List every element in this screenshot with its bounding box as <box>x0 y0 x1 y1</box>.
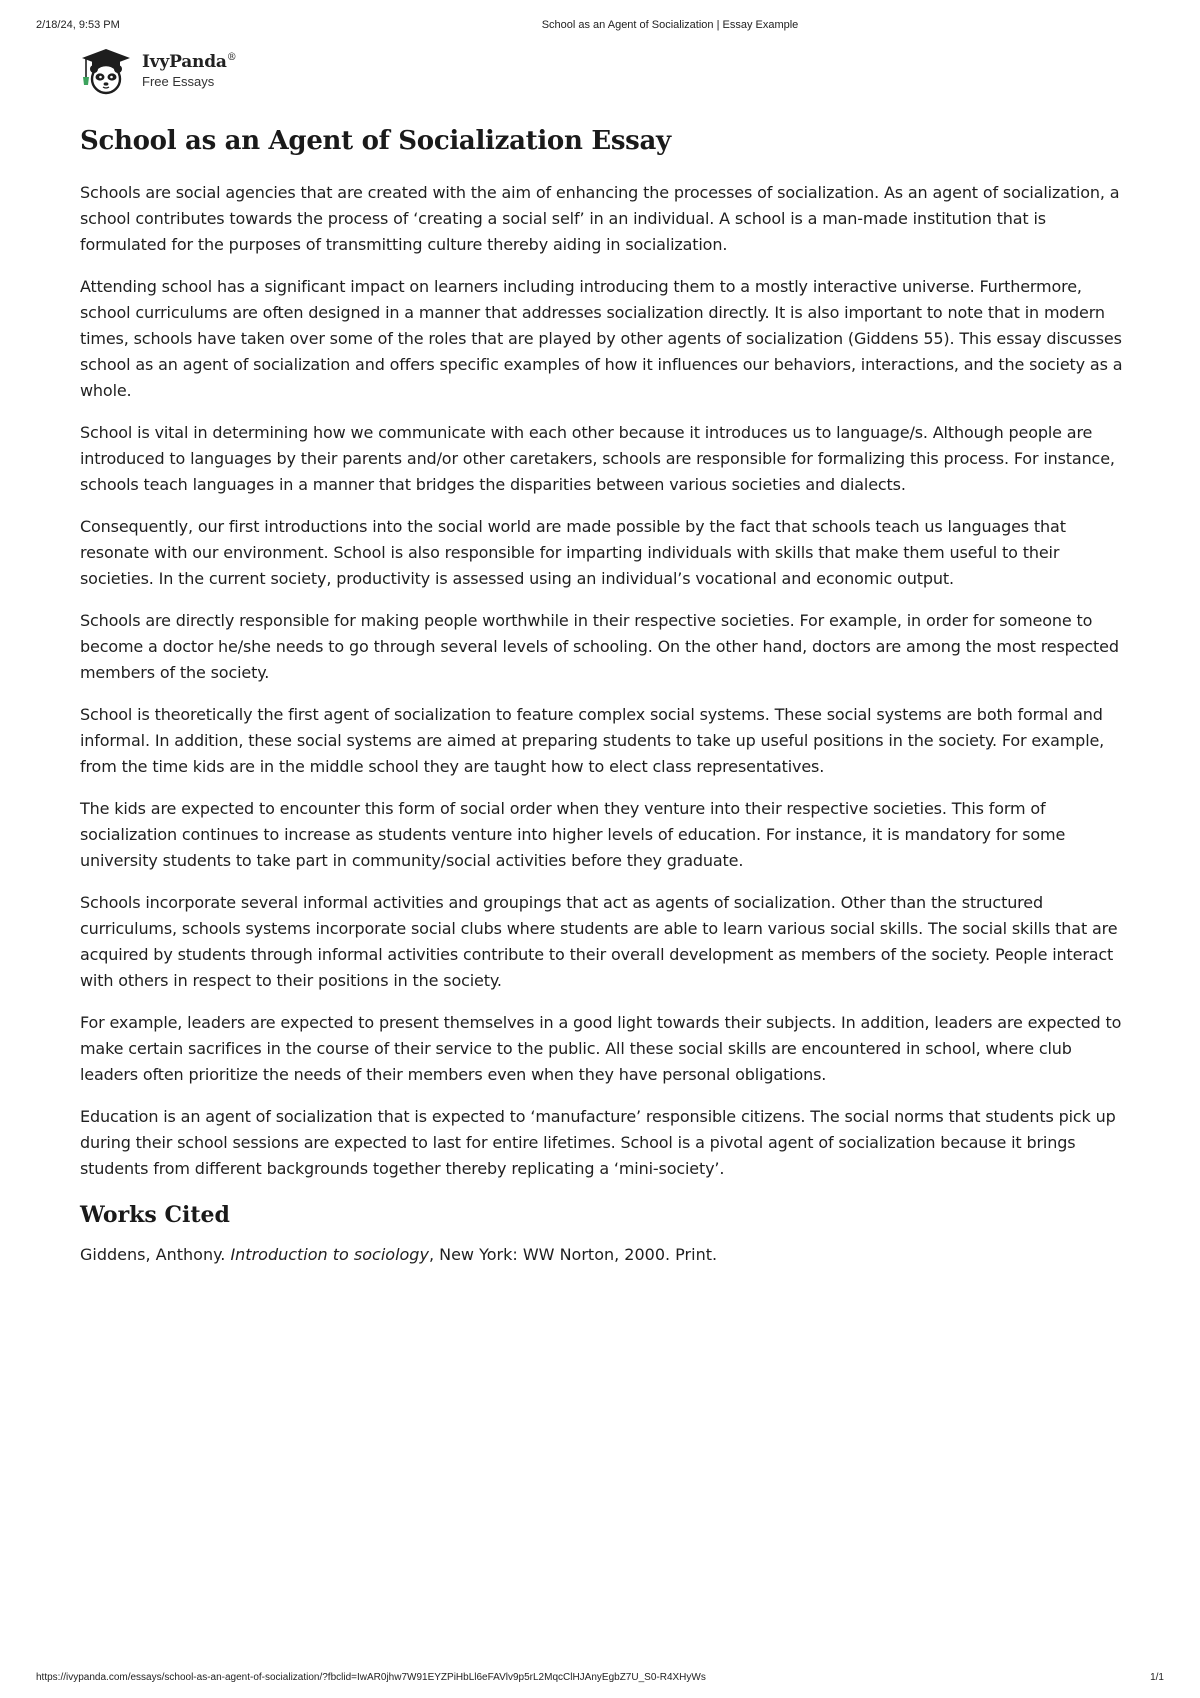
essay-paragraph: Consequently, our first introductions into the social world are made possible by the fact that schools teach us languages that resonate with our environment. School is also responsible for imparting individuals with skills that make them useful to their societies. In the current society, productivity is assessed using an individual’s vocational and economic output. <box>80 517 1066 588</box>
brand-name <box>142 54 237 71</box>
citation-author: Giddens, Anthony. <box>80 1245 231 1264</box>
essay-paragraph: For example, leaders are expected to present themselves in a good light towards their subjects. In addition, leaders are expected to make certain sacrifices in the course of their service to the public. All these social skills are encountered in school, where club leaders often prioritize the needs of their members even when they have personal obligations. <box>80 1013 1122 1084</box>
print-url: https://ivypanda.com/essays/school-as-an-agent-of-socialization/?fbclid=IwAR0jhw7W91EYZPiHbLl6eFAVlv9p5rL2MqcClHJAnyEgbZ7U_S0-R4XHyWs <box>36 1672 706 1683</box>
print-page-title-wrap <box>0 19 1200 31</box>
citation-publication: , New York: WW Norton, 2000. Print. <box>428 1245 718 1264</box>
print-page-title: School as an Agent of Socialization | Essay Example <box>541 19 799 31</box>
brand-logo-link[interactable] <box>80 46 237 96</box>
essay-title: School as an Agent of Socialization Essay <box>80 126 671 156</box>
essay-paragraph: Schools incorporate several informal activities and groupings that act as agents of socialization. Other than the structured curriculums, schools systems incorporate social clubs where students are able to learn various social skills. The social skills that are acquired by students through informal activities contribute to their overall development as members of the society. People interact with others in respect to their positions in the society. <box>80 893 1118 990</box>
works-cited-heading: Works Cited <box>80 1202 230 1228</box>
essay-paragraph: Schools are social agencies that are created with the aim of enhancing the processes of socialization. As an agent of socialization, a school contributes towards the process of ‘creating a social self’ in an individual. A school is a man-made institution that is formulated for the purposes of transmitting culture thereby aiding in socialization. <box>80 183 1120 254</box>
essay-content <box>80 126 1128 1268</box>
print-datetime: 2/18/24, 9:53 PM <box>36 19 120 31</box>
citation-title: Introduction to sociology <box>230 1245 429 1264</box>
print-page-number: 1/1 <box>1150 1672 1164 1683</box>
brand-name-text: IvyPanda <box>142 52 227 72</box>
essay-paragraph: Attending school has a significant impact on learners including introducing them to a mostly interactive universe. Furthermore, school curriculums are often designed in a manner that addresses socialization directly. It is also important to note that in modern times, schools have taken over some of the roles that are played by other agents of socialization (Giddens 55). This essay discusses school as an agent of socialization and offers specific examples of how it influences our behaviors, interactions, and the society as a whole. <box>80 277 1123 400</box>
essay-paragraph: Education is an agent of socialization that is expected to ‘manufacture’ responsible citizens. The social norms that students pick up during their school sessions are expected to last for entire lifetimes. School is a pivotal agent of socialization because it brings students from different backgrounds together thereby replicating a ‘mini-society’. <box>80 1107 1116 1178</box>
essay-paragraph: Schools are directly responsible for making people worthwhile in their respective societies. For example, in order for someone to become a doctor he/she needs to go through several levels of schooling. On the other hand, doctors are among the most respected members of the society. <box>80 611 1119 682</box>
essay-paragraph: School is vital in determining how we communicate with each other because it introduces us to language/s. Although people are introduced to languages by their parents and/or other caretakers, schools are responsible for formalizing this process. For instance, schools teach languages in a manner that bridges the disparities between various societies and dialects. <box>80 423 1115 494</box>
essay-paragraph: The kids are expected to encounter this form of social order when they venture into their respective societies. This form of socialization continues to increase as students venture into higher levels of education. For instance, it is mandatory for some university students to take part in community/social activities before they graduate. <box>80 799 1066 870</box>
citation-entry <box>80 1242 1128 1268</box>
essay-paragraph: School is theoretically the first agent of socialization to feature complex social systems. These social systems are both formal and informal. In addition, these social systems are aimed at preparing students to take up useful positions in the society. For example, from the time kids are in the middle school they are taught how to elect class representatives. <box>80 705 1105 776</box>
brand-tagline: Free Essays <box>142 74 215 89</box>
brand-text <box>142 54 237 88</box>
graduation-cap-panda-icon <box>80 47 132 95</box>
print-header <box>0 19 1200 37</box>
registered-mark: ® <box>226 52 237 63</box>
